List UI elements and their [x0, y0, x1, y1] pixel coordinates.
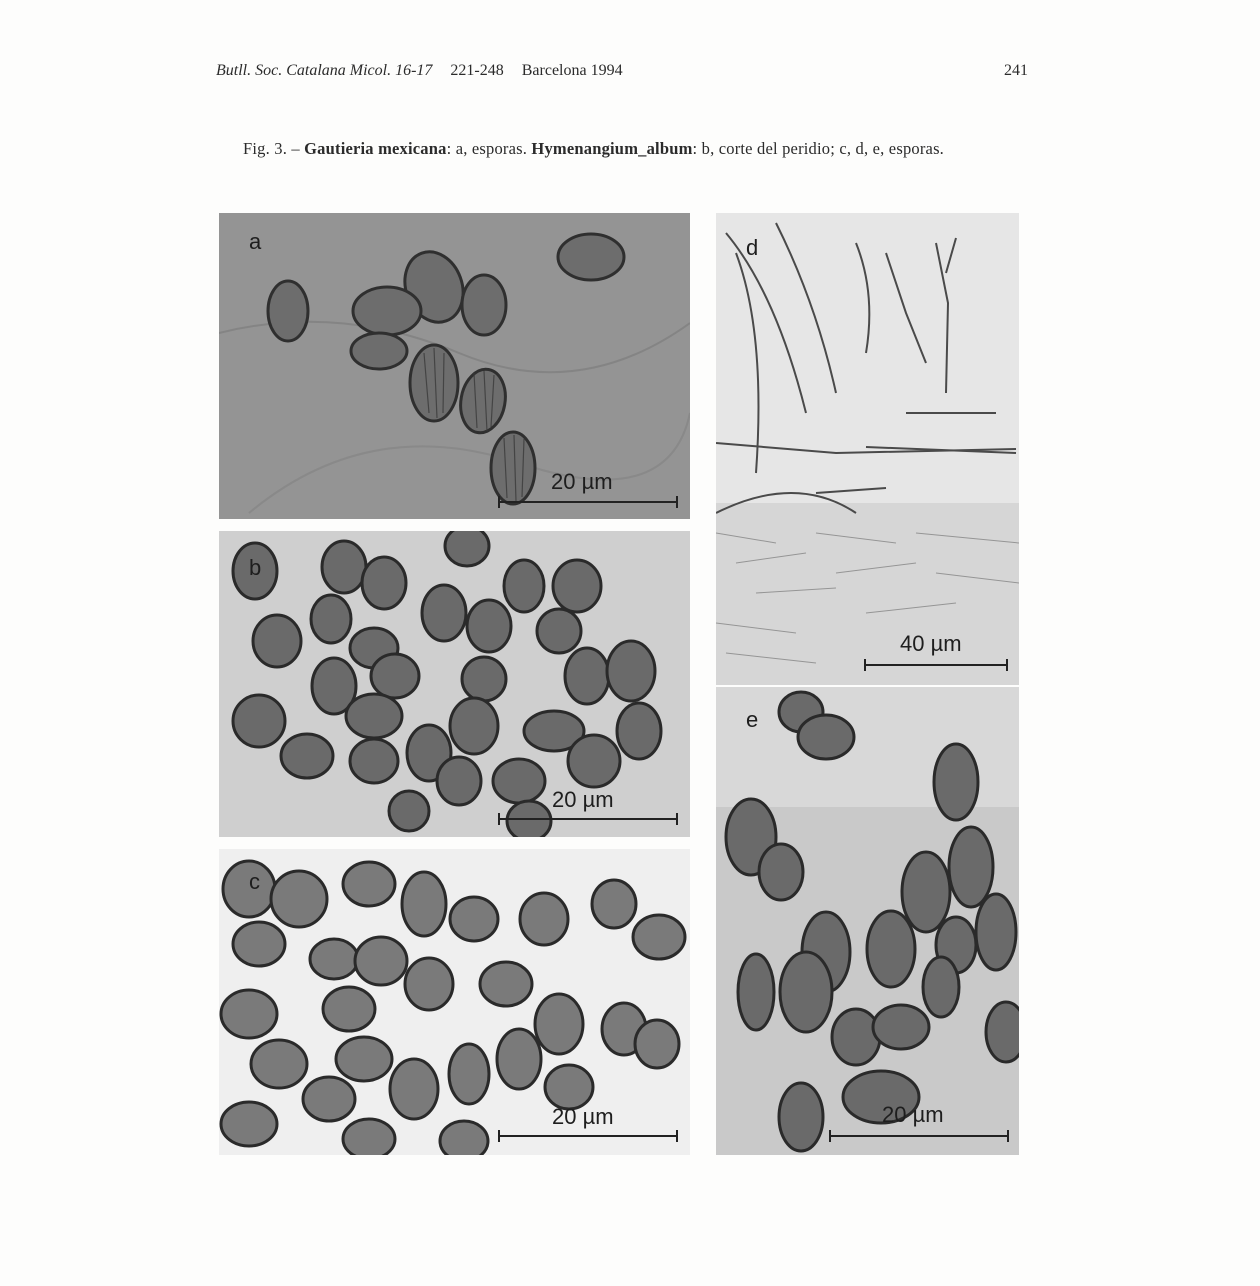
micrograph-b-image — [219, 531, 690, 837]
caption-part-1: : a, esporas. — [446, 139, 528, 158]
micrograph-e-image — [716, 687, 1019, 1155]
place-year: Barcelona 1994 — [521, 62, 623, 79]
scale-bar-a — [497, 495, 679, 509]
scale-label-d: 40 µm — [900, 631, 962, 656]
scale-label-b: 20 µm — [552, 787, 614, 812]
scale-bar-e — [828, 1129, 1010, 1143]
caption-part-2: : b, corte del peridio; c, d, e, esporas. — [692, 139, 945, 158]
species-name-2: Hymenangium_album — [531, 139, 693, 158]
figure-caption — [243, 139, 1043, 159]
species-name-1: Gautieria mexicana — [304, 139, 447, 158]
micrograph-d-image — [716, 213, 1019, 685]
journal-name: Butll. Soc. Catalana Micol. 16-17 — [216, 62, 433, 79]
panel-label-d: d — [746, 235, 759, 260]
panel-label-c: c — [249, 869, 260, 894]
figure-number: Fig. 3. – — [243, 139, 300, 158]
micrograph-panel-b — [219, 531, 690, 837]
micrograph-panel-e — [716, 687, 1019, 1155]
micrograph-panel-d — [716, 213, 1019, 685]
micrograph-a-image — [219, 213, 690, 519]
scale-bar-c — [497, 1129, 679, 1143]
scale-bar-d — [863, 658, 1009, 672]
page-range: 221-248 — [450, 62, 504, 79]
scale-label-e: 20 µm — [882, 1102, 944, 1127]
scale-bar-b — [497, 812, 679, 826]
page-number: 241 — [1004, 62, 1028, 79]
micrograph-c-image — [219, 849, 690, 1155]
scale-label-c: 20 µm — [552, 1104, 614, 1129]
micrograph-panel-c — [219, 849, 690, 1155]
panel-label-a: a — [249, 229, 262, 254]
micrograph-panel-a — [219, 213, 690, 519]
panel-label-b: b — [249, 555, 262, 580]
panel-label-e: e — [746, 707, 759, 732]
scale-label-a: 20 µm — [551, 469, 613, 494]
running-header — [216, 62, 1028, 86]
